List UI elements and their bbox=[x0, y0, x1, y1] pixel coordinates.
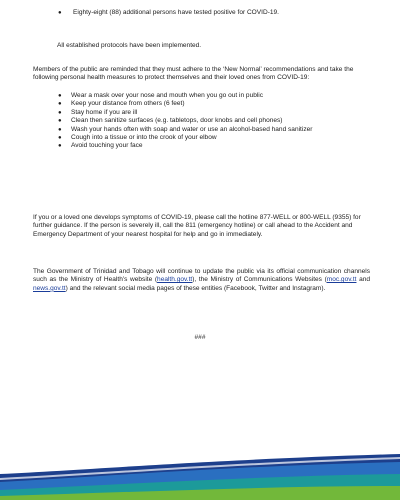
government-text-3: and bbox=[356, 276, 371, 284]
list-item-text: Cough into a tissue or into the crook of your elbow bbox=[71, 134, 217, 142]
bullet-icon: ● bbox=[58, 101, 62, 108]
health-measures-list bbox=[58, 92, 358, 151]
list-item-text: Keep your distance from others (6 feet) bbox=[71, 100, 185, 108]
government-paragraph bbox=[33, 268, 370, 293]
bullet-icon: ● bbox=[58, 126, 62, 133]
list-item-text: Clean then sanitize surfaces (e.g. tabletops, door knobs and cell phones) bbox=[71, 117, 283, 125]
list-item bbox=[58, 109, 358, 117]
list-item bbox=[58, 9, 358, 17]
list-item-text: Avoid touching your face bbox=[71, 142, 143, 150]
news-website-link[interactable]: news.gov.tt bbox=[33, 284, 66, 292]
end-of-release-mark: ### bbox=[194, 334, 206, 341]
list-item bbox=[58, 142, 358, 150]
list-item bbox=[58, 126, 358, 134]
hotline-paragraph: If you or a loved one develops symptoms of COVID-19, please call the hotline 877-WELL or 800-WELL (9355) for further guidance. If the person is severely ill, call the 811 (emergency hotline) or call ahead to the Accident and Emergency Department of your nearest hospital for help and go in immediately. bbox=[33, 214, 361, 238]
footer-wave-decoration bbox=[0, 448, 400, 500]
bullet-icon: ● bbox=[58, 109, 62, 116]
list-item-text: Eighty-eight (88) additional persons have tested positive for COVID-19. bbox=[73, 9, 279, 16]
list-item-text: Wear a mask over your nose and mouth when you go out in public bbox=[71, 92, 264, 99]
list-item bbox=[58, 134, 358, 142]
bullet-icon: ● bbox=[58, 135, 62, 142]
list-item bbox=[58, 100, 358, 108]
government-text-4: ) and the relevant social media pages of these entities (Facebook, Twitter and Instagram). bbox=[65, 284, 326, 292]
moc-website-link[interactable]: moc.gov.tt bbox=[326, 276, 357, 284]
government-text-2: ), the Ministry of Communications Websites ( bbox=[192, 276, 327, 284]
top-bullet-list bbox=[58, 9, 358, 17]
members-paragraph: Members of the public are reminded that they must adhere to the ‘New Normal’ recommendations and take the following personal health measures to protect themselves and their loved ones from COVID-19: bbox=[33, 66, 354, 82]
bullet-icon: ● bbox=[58, 10, 62, 16]
bullet-icon: ● bbox=[58, 143, 62, 150]
bullet-icon: ● bbox=[58, 118, 62, 125]
government-text-1: The Government of Trinidad and Tobago will continue to update the public via its official communication channels such as the Ministry of Health’s website ( bbox=[33, 268, 370, 284]
list-item-text: Stay home if you are ill bbox=[71, 108, 138, 116]
health-website-link[interactable]: health.gov.tt bbox=[157, 276, 193, 284]
list-item bbox=[58, 92, 358, 100]
bullet-icon: ● bbox=[58, 93, 62, 99]
protocols-statement: All established protocols have been implemented. bbox=[57, 42, 202, 49]
list-item-text: Wash your hands often with soap and water or use an alcohol-based hand sanitizer bbox=[71, 125, 313, 133]
list-item bbox=[58, 117, 358, 125]
